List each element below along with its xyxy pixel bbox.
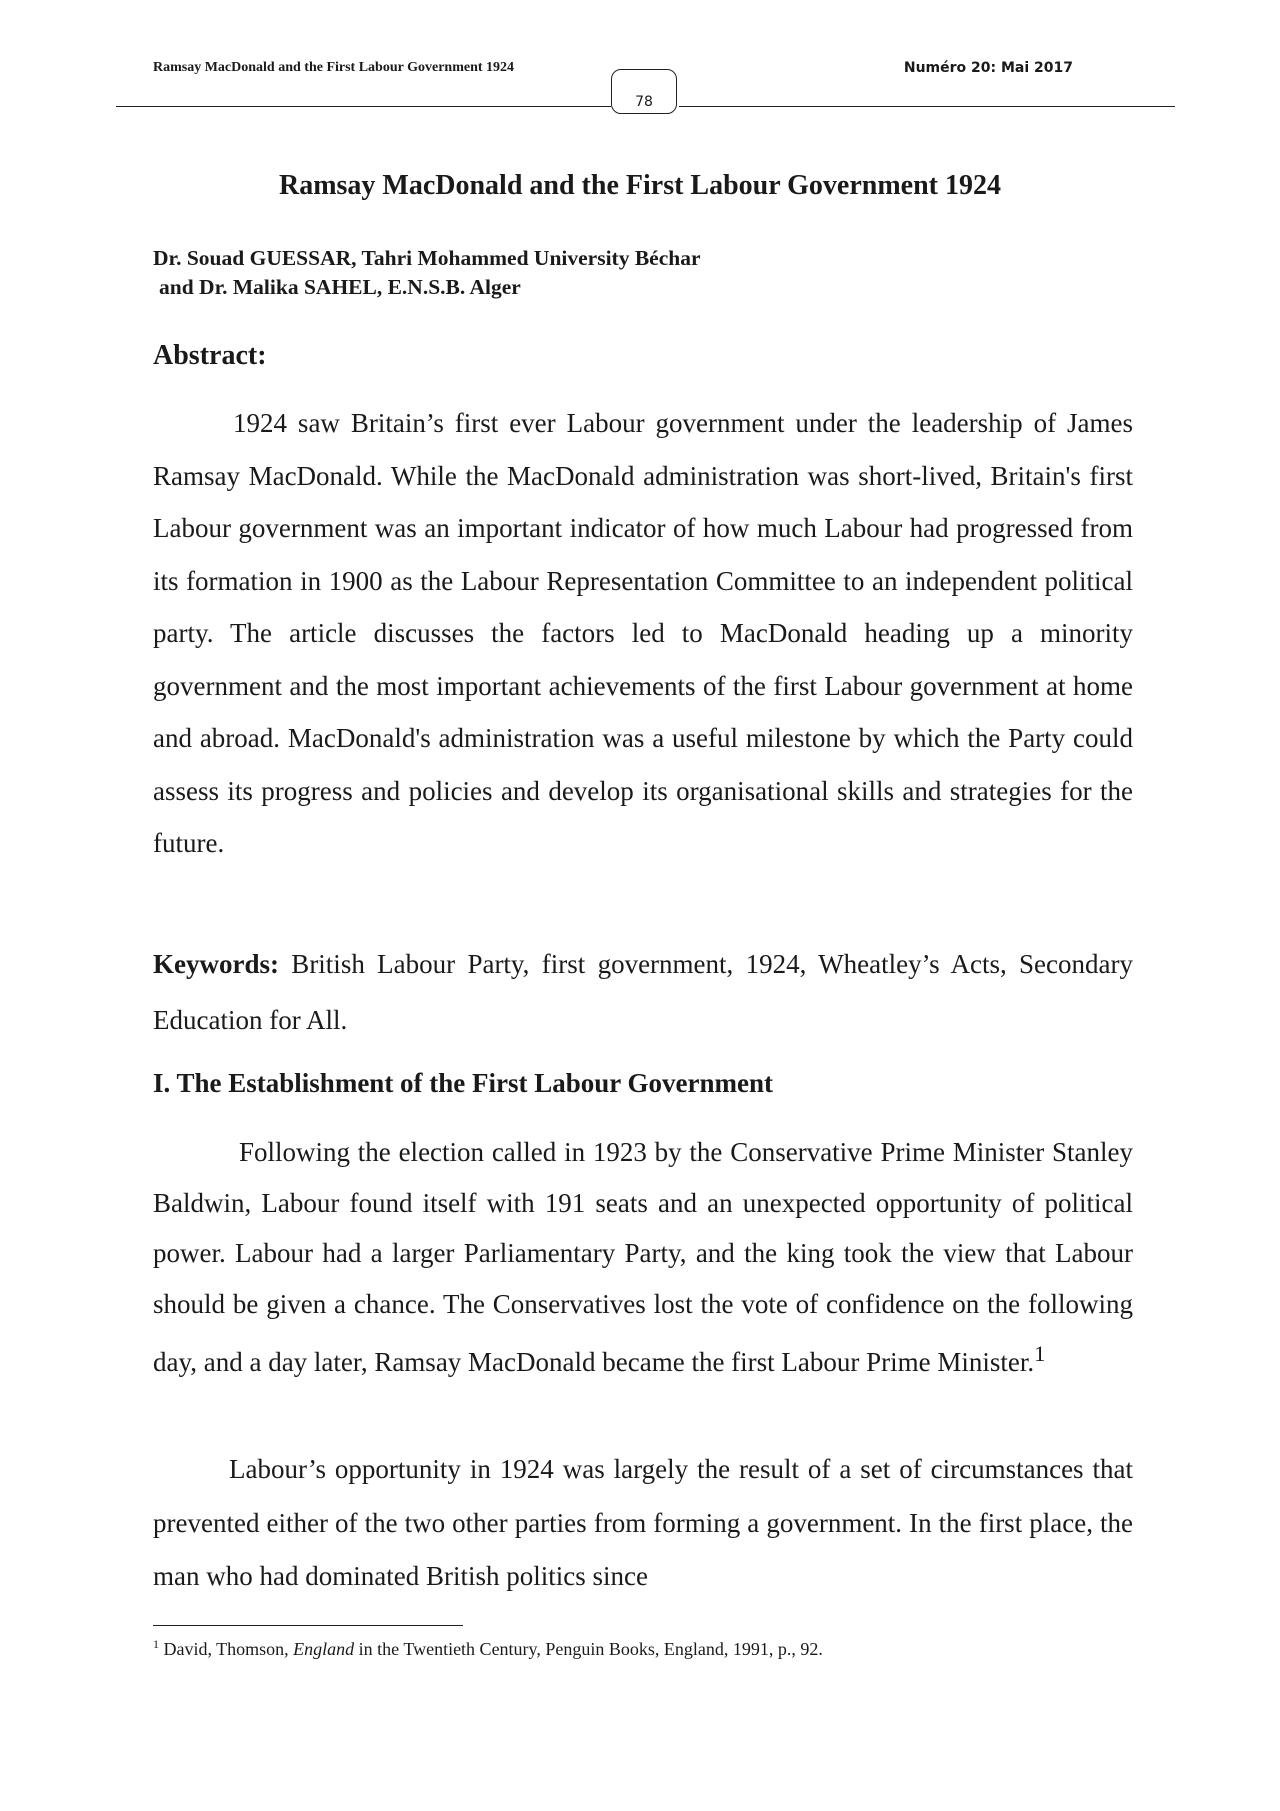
footnote-text-before: David, Thomson, [159, 1639, 294, 1659]
section-paragraph-2: Labour’s opportunity in 1924 was largely the result of a set of circumstances that prevented either of the two other parties from forming a government. In the first place, the man who had dominated British politics since [153, 1454, 1133, 1591]
abstract-paragraph: 1924 saw Britain’s first ever Labour government under the leadership of James Ramsay MacDonald. While the MacDonald administration was short-lived, Britain's first Labour government was an important indicator of how much Labour had progressed from its formation in 1900 as the Labour Representation Committee to an independent political party. The article discusses the factors led to MacDonald heading up a minority government and the most important achievements of the first Labour government at home and abroad. MacDonald's administration was a useful milestone by which the Party could assess its progress and policies and develop its organisational skills and strategies for the future. [153, 408, 1133, 858]
section-paragraph-1 [153, 1127, 1133, 1388]
footnote-marker: 1 [153, 1637, 159, 1651]
header-rule-left [116, 106, 611, 107]
article-title: Ramsay MacDonald and the First Labour Government 1924 [278, 170, 1002, 201]
running-header-title: Ramsay MacDonald and the First Labour Government 1924 [153, 60, 515, 75]
footnote-italic-title: England [293, 1639, 355, 1659]
footnote [153, 1637, 823, 1660]
keywords-text: British Labour Party, first government, 1924, Wheatley’s Acts, Secondary Education for All. [153, 949, 1133, 1035]
section-heading: I. The Establishment of the First Labour Government [153, 1068, 774, 1098]
footnote-text-after: in the Twentieth Century, Penguin Books, England, 1991, p., 92. [354, 1639, 823, 1659]
keywords-label: Keywords: [153, 949, 279, 979]
author-line-2: and Dr. Malika SAHEL, E.N.S.B. Alger [159, 275, 521, 299]
header-rule-right [679, 106, 1175, 107]
abstract-heading: Abstract: [153, 340, 267, 371]
footnote-rule [153, 1625, 463, 1626]
page-number: 78 [635, 94, 653, 110]
running-header-issue: Numéro 20: Mai 2017 [903, 60, 1073, 76]
section-paragraph-1-text: Following the election called in 1923 by the Conservative Prime Minister Stanley Baldwin, Labour found itself with 191 seats and an unexpected opportunity of political power. Labour had a larger Parliamentary Party, and the king took the view that Labour should be given a chance. The Conservatives lost the vote of confidence on the following day, and a day later, Ramsay MacDonald became the first Labour Prime Minister. [153, 1137, 1133, 1377]
footnote-reference: 1 [1034, 1341, 1046, 1366]
keywords-paragraph [153, 936, 1133, 1048]
author-line-1: Dr. Souad GUESSAR, Tahri Mohammed University Béchar [153, 246, 701, 270]
